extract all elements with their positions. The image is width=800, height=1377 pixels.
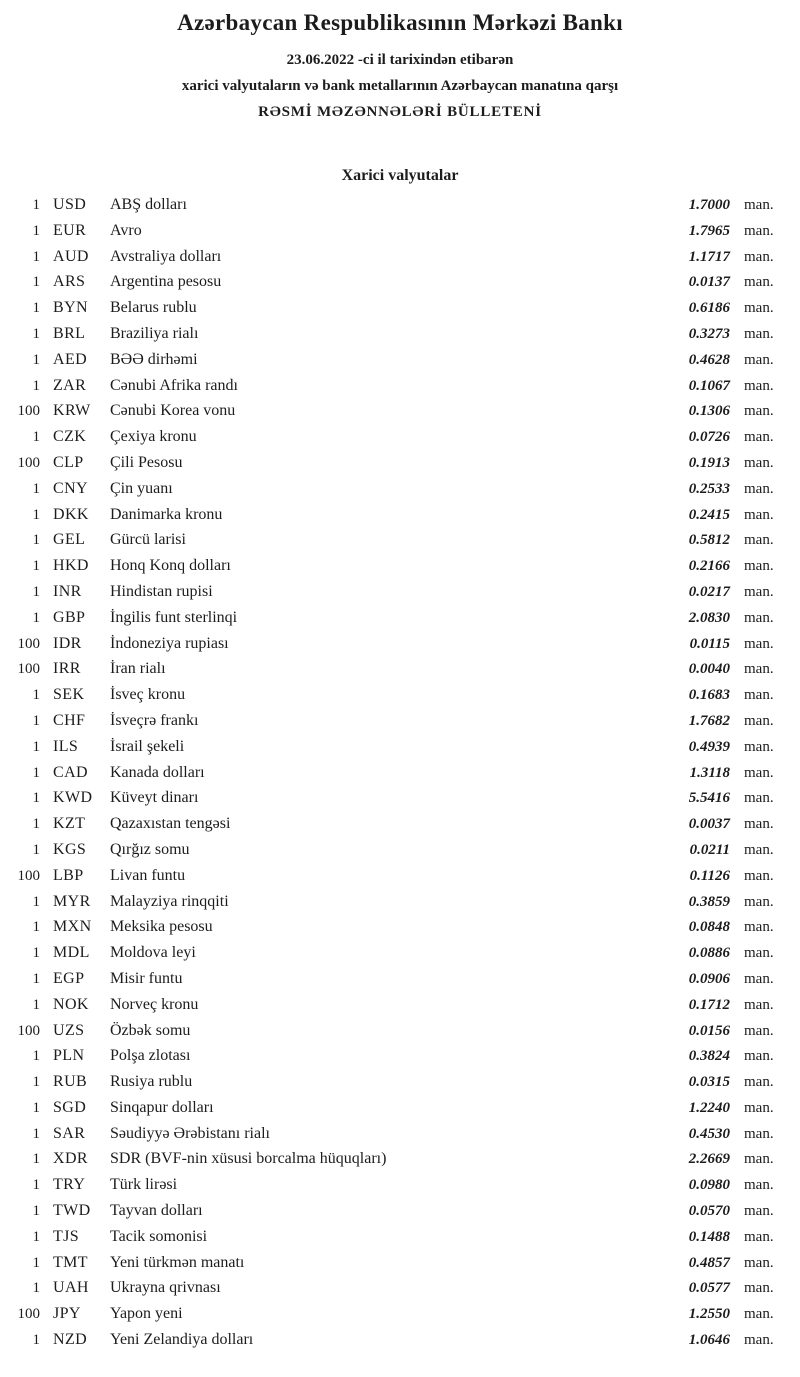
currency-name: Kanada dolları bbox=[110, 763, 205, 781]
currency-unit: man. bbox=[744, 945, 774, 962]
currency-qty: 1 bbox=[32, 893, 40, 910]
currency-rate: 1.2550 bbox=[688, 1306, 730, 1323]
currency-code: BRL bbox=[53, 324, 86, 342]
currency-code: SGD bbox=[53, 1098, 87, 1116]
currency-name: Səudiyyə Ərəbistanı rialı bbox=[110, 1124, 270, 1142]
currency-unit: man. bbox=[744, 1022, 774, 1039]
currency-code: ILS bbox=[53, 737, 79, 755]
currency-unit: man. bbox=[744, 300, 774, 317]
currency-code: GEL bbox=[53, 531, 86, 549]
currency-unit: man. bbox=[744, 1125, 774, 1142]
currency-code: CLP bbox=[53, 453, 84, 471]
currency-unit: man. bbox=[744, 532, 774, 549]
currency-name: Avro bbox=[110, 221, 142, 239]
currency-name: Yapon yeni bbox=[110, 1305, 183, 1323]
currency-unit: man. bbox=[744, 1099, 774, 1116]
currency-row bbox=[0, 1018, 778, 1044]
currency-rate: 0.0848 bbox=[688, 919, 730, 936]
currency-name: Danimarka kronu bbox=[110, 505, 223, 523]
currency-row bbox=[0, 682, 778, 708]
currency-rate: 0.4530 bbox=[688, 1125, 730, 1142]
currency-row bbox=[0, 450, 778, 476]
currency-qty: 1 bbox=[32, 377, 40, 394]
currency-row bbox=[0, 321, 778, 347]
currency-unit: man. bbox=[744, 1203, 774, 1220]
currency-qty: 1 bbox=[32, 738, 40, 755]
currency-qty: 1 bbox=[32, 1151, 40, 1168]
currency-qty: 1 bbox=[32, 1074, 40, 1091]
currency-qty: 100 bbox=[17, 454, 40, 471]
currency-row bbox=[0, 1043, 778, 1069]
currency-code: NOK bbox=[53, 995, 89, 1013]
currency-name: Çili Pesosu bbox=[110, 453, 183, 471]
currency-rate: 0.6186 bbox=[688, 300, 730, 317]
currency-row bbox=[0, 218, 778, 244]
currency-code: USD bbox=[53, 196, 87, 213]
currency-row bbox=[0, 192, 778, 218]
currency-qty: 1 bbox=[32, 1332, 40, 1349]
currency-unit: man. bbox=[744, 377, 774, 394]
currency-unit: man. bbox=[744, 764, 774, 781]
currency-rate: 1.1717 bbox=[688, 248, 730, 265]
currency-code: CAD bbox=[53, 763, 88, 781]
currency-code: ARS bbox=[53, 273, 86, 291]
currency-rate: 0.4628 bbox=[688, 351, 730, 368]
currency-code: KWD bbox=[53, 789, 93, 807]
currency-code: PLN bbox=[53, 1047, 85, 1065]
currency-rate: 1.3118 bbox=[689, 764, 730, 781]
currency-qty: 1 bbox=[32, 919, 40, 936]
currency-qty: 1 bbox=[32, 712, 40, 729]
currency-qty: 1 bbox=[32, 532, 40, 549]
currency-qty: 1 bbox=[32, 222, 40, 239]
currency-name: BƏƏ dirhəmi bbox=[110, 350, 198, 368]
currency-qty: 1 bbox=[32, 429, 40, 446]
currency-qty: 1 bbox=[32, 945, 40, 962]
currency-rate: 0.2415 bbox=[688, 506, 730, 523]
currency-name: Misir funtu bbox=[110, 969, 183, 987]
currency-table bbox=[0, 192, 800, 1353]
currency-row bbox=[0, 398, 778, 424]
currency-name: İngilis funt sterlinqi bbox=[110, 608, 238, 626]
currency-qty: 1 bbox=[32, 996, 40, 1013]
currency-rate: 1.7000 bbox=[688, 197, 730, 213]
currency-code: XDR bbox=[53, 1150, 88, 1168]
bank-title: Azərbaycan Respublikasının Mərkəzi Bankı bbox=[177, 10, 623, 35]
currency-name: Rusiya rublu bbox=[110, 1073, 193, 1091]
currency-code: KGS bbox=[53, 840, 87, 858]
currency-unit: man. bbox=[744, 1177, 774, 1194]
currency-name: Özbək somu bbox=[110, 1021, 191, 1039]
currency-rate: 0.3273 bbox=[688, 325, 730, 342]
currency-qty: 1 bbox=[32, 325, 40, 342]
currency-rate: 0.0211 bbox=[689, 841, 730, 858]
currency-unit: man. bbox=[744, 738, 774, 755]
currency-row bbox=[0, 631, 778, 657]
currency-qty: 1 bbox=[32, 351, 40, 368]
currency-rate: 0.0115 bbox=[689, 635, 730, 652]
currency-row bbox=[0, 527, 778, 553]
currency-code: TWD bbox=[53, 1202, 91, 1220]
section-title-foreign-currencies: Xarici valyutalar bbox=[341, 167, 459, 184]
currency-code: AED bbox=[53, 350, 88, 368]
currency-unit: man. bbox=[744, 506, 774, 523]
currency-qty: 1 bbox=[32, 970, 40, 987]
currency-code: MYR bbox=[53, 892, 91, 910]
currency-rate: 0.1913 bbox=[688, 454, 730, 471]
currency-unit: man. bbox=[744, 970, 774, 987]
currency-unit: man. bbox=[744, 1151, 774, 1168]
currency-code: HKD bbox=[53, 557, 89, 575]
currency-qty: 1 bbox=[32, 790, 40, 807]
currency-rate: 0.0980 bbox=[688, 1177, 730, 1194]
currency-unit: man. bbox=[744, 1306, 774, 1323]
currency-code: AUD bbox=[53, 247, 89, 265]
currency-qty: 1 bbox=[32, 816, 40, 833]
currency-rate: 0.4857 bbox=[688, 1254, 730, 1271]
currency-name: Tacik somonisi bbox=[110, 1227, 208, 1245]
currency-row bbox=[0, 424, 778, 450]
currency-code: NZD bbox=[53, 1331, 88, 1349]
currency-code: KRW bbox=[53, 402, 91, 420]
currency-unit: man. bbox=[744, 609, 774, 626]
currency-rate: 5.5416 bbox=[688, 790, 730, 807]
currency-row bbox=[0, 992, 778, 1018]
currency-name: Qırğız somu bbox=[110, 840, 190, 858]
currency-unit: man. bbox=[744, 790, 774, 807]
currency-row bbox=[0, 811, 778, 837]
currency-row bbox=[0, 889, 778, 915]
currency-code: EGP bbox=[53, 969, 85, 987]
currency-unit: man. bbox=[744, 248, 774, 265]
currency-qty: 100 bbox=[17, 867, 40, 884]
currency-unit: man. bbox=[744, 403, 774, 420]
currency-row bbox=[0, 1095, 778, 1121]
currency-name: Livan funtu bbox=[110, 866, 186, 884]
currency-name: İsrail şekeli bbox=[110, 737, 185, 755]
currency-qty: 1 bbox=[32, 687, 40, 704]
currency-qty: 1 bbox=[32, 506, 40, 523]
document-header bbox=[0, 10, 800, 121]
currency-unit: man. bbox=[744, 222, 774, 239]
currency-code: UZS bbox=[53, 1021, 85, 1039]
currency-rate: 0.1126 bbox=[689, 867, 730, 884]
currency-rate: 0.0726 bbox=[688, 429, 730, 446]
currency-name: Yeni türkmən manatı bbox=[110, 1253, 245, 1271]
currency-rate: 0.0156 bbox=[688, 1022, 730, 1039]
currency-unit: man. bbox=[744, 867, 774, 884]
currency-qty: 1 bbox=[32, 1228, 40, 1245]
currency-row bbox=[0, 605, 778, 631]
currency-name: SDR (BVF-nin xüsusi borcalma hüquqları) bbox=[110, 1150, 387, 1168]
currency-unit: man. bbox=[744, 558, 774, 575]
currency-code: JPY bbox=[53, 1305, 81, 1323]
currency-code: CNY bbox=[53, 479, 88, 497]
currency-row bbox=[0, 914, 778, 940]
currency-unit: man. bbox=[744, 1254, 774, 1271]
currency-rate: 0.1306 bbox=[688, 403, 730, 420]
bulletin-title: RƏSMİ MƏZƏNNƏLƏRİ BÜLLETENİ bbox=[258, 104, 542, 120]
currency-unit: man. bbox=[744, 1280, 774, 1297]
currency-code: IRR bbox=[53, 660, 81, 678]
currency-code: BYN bbox=[53, 299, 88, 317]
currency-row bbox=[0, 373, 778, 399]
currency-qty: 1 bbox=[32, 764, 40, 781]
currency-row bbox=[0, 940, 778, 966]
currency-code: EUR bbox=[53, 221, 87, 239]
currency-name: İsveç kronu bbox=[110, 686, 186, 704]
currency-name: Çexiya kronu bbox=[110, 428, 197, 446]
currency-rate: 0.1712 bbox=[688, 996, 730, 1013]
currency-rate: 0.0217 bbox=[688, 583, 730, 600]
currency-name: Moldova leyi bbox=[110, 944, 196, 962]
currency-name: İran rialı bbox=[110, 660, 166, 678]
currency-code: LBP bbox=[53, 866, 84, 884]
currency-rate: 0.0037 bbox=[688, 816, 730, 833]
currency-rate: 0.5812 bbox=[688, 532, 730, 549]
currency-qty: 1 bbox=[32, 1254, 40, 1271]
currency-row bbox=[0, 785, 778, 811]
currency-name: İsveçrə frankı bbox=[110, 711, 199, 729]
currency-name: Avstraliya dolları bbox=[110, 247, 222, 265]
currency-name: Belarus rublu bbox=[110, 299, 197, 317]
currency-unit: man. bbox=[744, 1048, 774, 1065]
currency-code: IDR bbox=[53, 634, 82, 652]
currency-row bbox=[0, 347, 778, 373]
currency-qty: 1 bbox=[32, 609, 40, 626]
currency-code: ZAR bbox=[53, 376, 87, 394]
currency-code: MDL bbox=[53, 944, 90, 962]
currency-rate: 0.3824 bbox=[688, 1048, 730, 1065]
currency-unit: man. bbox=[744, 351, 774, 368]
currency-name: Malayziya rinqqiti bbox=[110, 892, 229, 910]
currency-code: CZK bbox=[53, 428, 87, 446]
currency-unit: man. bbox=[744, 197, 774, 213]
currency-unit: man. bbox=[744, 454, 774, 471]
currency-name: Gürcü larisi bbox=[110, 531, 186, 549]
currency-name: Küveyt dinarı bbox=[110, 789, 199, 807]
currency-code: TMT bbox=[53, 1253, 88, 1271]
currency-rate: 0.2533 bbox=[688, 480, 730, 497]
currency-row bbox=[0, 1224, 778, 1250]
currency-name: Cənubi Korea vonu bbox=[110, 402, 236, 420]
currency-unit: man. bbox=[744, 583, 774, 600]
currency-code: CHF bbox=[53, 711, 86, 729]
currency-row bbox=[0, 1301, 778, 1327]
currency-qty: 1 bbox=[32, 197, 40, 213]
currency-name: Polşa zlotası bbox=[110, 1047, 191, 1065]
currency-unit: man. bbox=[744, 480, 774, 497]
currency-rate: 0.1488 bbox=[688, 1228, 730, 1245]
currency-qty: 1 bbox=[32, 248, 40, 265]
currency-unit: man. bbox=[744, 661, 774, 678]
currency-qty: 100 bbox=[17, 403, 40, 420]
currency-qty: 100 bbox=[17, 1022, 40, 1039]
currency-code: TJS bbox=[53, 1227, 80, 1245]
currency-qty: 1 bbox=[32, 300, 40, 317]
currency-row bbox=[0, 553, 778, 579]
currency-row bbox=[0, 708, 778, 734]
currency-rate: 1.7965 bbox=[688, 222, 730, 239]
currency-name: Norveç kronu bbox=[110, 995, 199, 1013]
currency-qty: 1 bbox=[32, 480, 40, 497]
currency-rate: 0.3859 bbox=[688, 893, 730, 910]
currency-name: Türk lirəsi bbox=[110, 1176, 178, 1194]
currency-row bbox=[0, 734, 778, 760]
currency-unit: man. bbox=[744, 893, 774, 910]
currency-unit: man. bbox=[744, 687, 774, 704]
currency-code: INR bbox=[53, 582, 82, 600]
currency-row bbox=[0, 1327, 778, 1353]
currency-unit: man. bbox=[744, 712, 774, 729]
currency-name: Yeni Zelandiya dolları bbox=[110, 1331, 254, 1349]
currency-code: RUB bbox=[53, 1073, 88, 1091]
currency-row bbox=[0, 966, 778, 992]
currency-rate: 0.0040 bbox=[688, 661, 730, 678]
currency-name: Sinqapur dolları bbox=[110, 1098, 214, 1116]
currency-name: Qazaxıstan tengəsi bbox=[110, 815, 231, 833]
currency-name: Braziliya rialı bbox=[110, 324, 199, 342]
currency-unit: man. bbox=[744, 841, 774, 858]
currency-qty: 1 bbox=[32, 1177, 40, 1194]
effective-date-line: 23.06.2022 -ci il tarixindən etibarən bbox=[286, 52, 514, 68]
currency-code: DKK bbox=[53, 505, 89, 523]
currency-qty: 1 bbox=[32, 1099, 40, 1116]
currency-qty: 100 bbox=[17, 661, 40, 678]
currency-unit: man. bbox=[744, 429, 774, 446]
subtitle-line: xarici valyutaların və bank metallarının Azərbaycan manatına qarşı bbox=[181, 78, 619, 94]
currency-rate: 0.0570 bbox=[688, 1203, 730, 1220]
currency-qty: 1 bbox=[32, 841, 40, 858]
currency-unit: man. bbox=[744, 919, 774, 936]
currency-name: Ukrayna qrivnası bbox=[110, 1279, 221, 1297]
currency-rate: 1.2240 bbox=[688, 1099, 730, 1116]
currency-qty: 1 bbox=[32, 1048, 40, 1065]
currency-rate: 0.1683 bbox=[688, 687, 730, 704]
currency-row bbox=[0, 295, 778, 321]
currency-row bbox=[0, 1121, 778, 1147]
currency-rate: 1.7682 bbox=[688, 712, 730, 729]
currency-row bbox=[0, 1069, 778, 1095]
currency-code: SAR bbox=[53, 1124, 86, 1142]
currency-code: UAH bbox=[53, 1279, 89, 1297]
currency-row bbox=[0, 837, 778, 863]
currency-rate: 0.4939 bbox=[688, 738, 730, 755]
currency-code: KZT bbox=[53, 815, 86, 833]
currency-qty: 1 bbox=[32, 1280, 40, 1297]
currency-unit: man. bbox=[744, 1074, 774, 1091]
currency-rate: 2.2669 bbox=[688, 1151, 730, 1168]
currency-name: Çin yuanı bbox=[110, 479, 173, 497]
currency-rate: 0.0315 bbox=[688, 1074, 730, 1091]
currency-qty: 1 bbox=[32, 583, 40, 600]
currency-unit: man. bbox=[744, 816, 774, 833]
currency-qty: 1 bbox=[32, 558, 40, 575]
currency-row bbox=[0, 1146, 778, 1172]
currency-row bbox=[0, 760, 778, 786]
currency-rate: 1.0646 bbox=[688, 1332, 730, 1349]
currency-code: SEK bbox=[53, 686, 85, 704]
currency-code: MXN bbox=[53, 918, 92, 936]
currency-row bbox=[0, 1250, 778, 1276]
currency-name: Meksika pesosu bbox=[110, 918, 213, 936]
currency-name: İndoneziya rupiası bbox=[110, 634, 229, 652]
currency-unit: man. bbox=[744, 274, 774, 291]
currency-unit: man. bbox=[744, 996, 774, 1013]
currency-unit: man. bbox=[744, 1228, 774, 1245]
currency-row bbox=[0, 476, 778, 502]
currency-rate: 0.0137 bbox=[688, 274, 730, 291]
currency-rate: 0.0886 bbox=[688, 945, 730, 962]
currency-code: GBP bbox=[53, 608, 86, 626]
currency-row bbox=[0, 502, 778, 528]
currency-row bbox=[0, 269, 778, 295]
currency-name: Hindistan rupisi bbox=[110, 582, 213, 600]
currency-rate: 2.0830 bbox=[688, 609, 730, 626]
currency-row bbox=[0, 656, 778, 682]
currency-unit: man. bbox=[744, 635, 774, 652]
currency-rate: 0.0906 bbox=[688, 970, 730, 987]
currency-row bbox=[0, 579, 778, 605]
currency-qty: 100 bbox=[17, 1306, 40, 1323]
currency-rate: 0.0577 bbox=[688, 1280, 730, 1297]
currency-unit: man. bbox=[744, 325, 774, 342]
currency-rate: 0.1067 bbox=[688, 377, 730, 394]
currency-qty: 1 bbox=[32, 1125, 40, 1142]
currency-row bbox=[0, 1275, 778, 1301]
currency-row bbox=[0, 244, 778, 270]
currency-qty: 100 bbox=[17, 635, 40, 652]
currency-name: ABŞ dolları bbox=[110, 196, 187, 213]
currency-row bbox=[0, 863, 778, 889]
currency-name: Honq Konq dolları bbox=[110, 557, 231, 575]
currency-row bbox=[0, 1198, 778, 1224]
currency-rate: 0.2166 bbox=[688, 558, 730, 575]
currency-name: Cənubi Afrika randı bbox=[110, 376, 238, 394]
currency-row bbox=[0, 1172, 778, 1198]
currency-qty: 1 bbox=[32, 1203, 40, 1220]
currency-qty: 1 bbox=[32, 274, 40, 291]
currency-unit: man. bbox=[744, 1332, 774, 1349]
currency-code: TRY bbox=[53, 1176, 86, 1194]
currency-name: Tayvan dolları bbox=[110, 1202, 203, 1220]
currency-name: Argentina pesosu bbox=[110, 273, 222, 291]
